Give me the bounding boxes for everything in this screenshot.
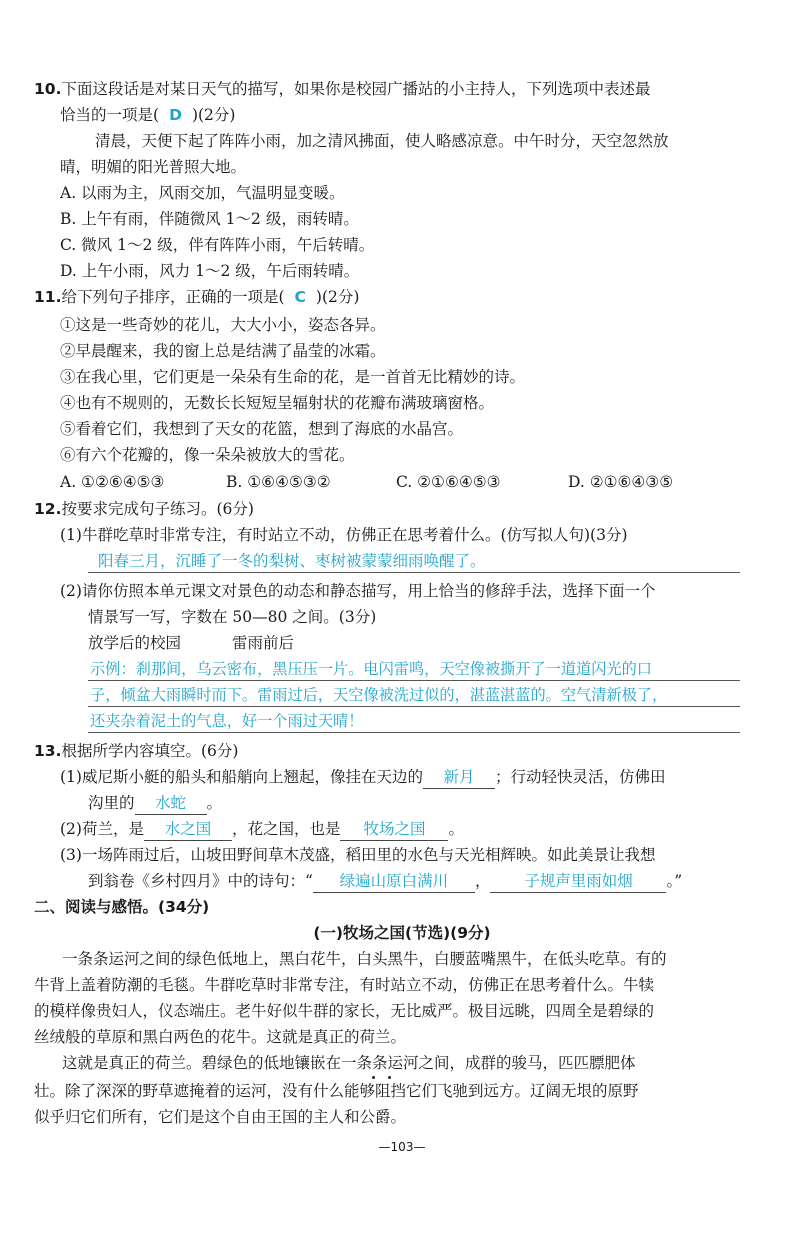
- q10-number: 10.: [34, 80, 62, 98]
- q13-number: 13.: [34, 742, 62, 760]
- q13-part1-line1: [60, 766, 665, 789]
- q13-blank-muchangzhiguo: 牧场之国: [340, 818, 448, 841]
- reading-para1-line4: 丝绒般的草原和黑白两色的花牛。这就是真正的荷兰。: [34, 1028, 407, 1046]
- q13-part1-line2: [88, 792, 222, 815]
- q12-part1-answer: 阳春三月，沉睡了一冬的梨树、枣树被蒙蒙细雨唤醒了。: [98, 552, 486, 570]
- reading-subheading: (一)牧场之国(节选)(9分): [313, 924, 491, 942]
- reading-para2-line3: 似乎归它们所有，它们是这个自由王国的主人和公爵。: [34, 1108, 407, 1126]
- q10-stem-text: 下面这段话是对某日天气的描写，如果你是校园广播站的小主持人，下列选项中表述最: [61, 80, 651, 98]
- emphasis-dot: [372, 1076, 375, 1079]
- q13-stem-text: 根据所学内容填空。(6分): [61, 742, 239, 760]
- q12-answer-line-3: 还夹杂着泥土的气息，好一个雨过天晴！: [90, 712, 364, 730]
- reading-para2-line1: 这就是真正的荷兰。碧绿色的低地镶嵌在一条条运河之间，成群的骏马，匹匹膘肥体: [62, 1054, 636, 1072]
- q10-option-a: A. 以雨为主，风雨交加，气温明显变暖。: [60, 184, 345, 202]
- q12-scene-option-1: 放学后的校园: [88, 634, 182, 652]
- q13-blank-shuizhiguo: 水之国: [144, 818, 232, 841]
- q11-sentence-2: ②早晨醒来，我的窗上总是结满了晶莹的冰霜。: [60, 342, 386, 360]
- q13-part3-line2-post: 。”: [666, 872, 683, 890]
- q12-part2-prompt-line1: (2)请你仿照本单元课文对景色的动态和静态描写，用上恰当的修辞手法，选择下面一个: [60, 582, 656, 600]
- q12-stem-text: 按要求完成句子练习。(6分): [61, 500, 254, 518]
- q12-part2-prompt-line2: 情景写一写，字数在 50—80 之间。(3分): [88, 608, 377, 626]
- answer-line: [88, 706, 740, 707]
- q11-stem-pre: 给下列句子排序，正确的一项是(: [61, 288, 285, 306]
- q11-sentence-6: ⑥有六个花瓣的，像一朵朵被放大的雪花。: [60, 446, 355, 464]
- page-number: —103—: [378, 1140, 426, 1154]
- q10-option-b: B. 上午有雨，伴随微风 1～2 级，雨转晴。: [60, 210, 359, 228]
- q11-option-c: C. ②①⑥④⑤③: [396, 473, 501, 491]
- q13-part3-line1: (3)一场阵雨过后，山坡田野间草木茂盛，稻田里的水色与天光相辉映。如此美景让我想: [60, 846, 656, 864]
- q11-sentence-5: ⑤看着它们，我想到了天女的花篮，想到了海底的水晶宫。: [60, 420, 464, 438]
- q13-blank-xinyue: 新月: [423, 766, 495, 789]
- q13-part1-text-post: ；行动轻快灵活，仿佛田: [494, 768, 666, 786]
- q13-blank-poem-line1: 绿遍山原白满川: [313, 870, 475, 893]
- q13-part2-post: 。: [448, 820, 464, 838]
- q13-blank-poem-line2: 子规声里雨如烟: [490, 870, 666, 893]
- q12-answer-line-2: 子，倾盆大雨瞬时而下。雷雨过后，天空像被洗过似的，湛蓝湛蓝的。空气清新极了，: [90, 686, 668, 704]
- q11-option-b: B. ①⑥④⑤③②: [226, 473, 331, 491]
- q11-sentence-3: ③在我心里，它们更是一朵朵有生命的花，是一首首无比精妙的诗。: [60, 368, 526, 386]
- q12-number: 12.: [34, 500, 62, 518]
- reading-para1-line3: 的模样像贵妇人，仪态端庄。老牛好似牛群的家长，无比威严。极目远眺，四周全是碧绿的: [34, 1002, 655, 1020]
- q11-sentence-1: ①这是一些奇妙的花儿，大大小小，姿态各异。: [60, 316, 386, 334]
- q10-stem-pre: 恰当的一项是(: [60, 106, 160, 124]
- q11-option-a: A. ①②⑥④⑤③: [60, 473, 165, 491]
- q10-option-c: C. 微风 1～2 级，伴有阵阵小雨，午后转晴。: [60, 236, 375, 254]
- q10-passage-line2: 晴，明媚的阳光普照大地。: [60, 158, 247, 176]
- q12-part1-prompt: (1)牛群吃草时非常专注，有时站立不动，仿佛正在思考着什么。(仿写拟人句)(3分): [60, 526, 628, 544]
- answer-line: [88, 732, 740, 733]
- q13-part1-line2-pre: 沟里的: [88, 794, 135, 812]
- q10-option-d: D. 上午小雨，风力 1～2 级，午后雨转晴。: [60, 262, 360, 280]
- q11-option-d: D. ②①⑥④③⑤: [568, 473, 674, 491]
- q13-part2: [60, 818, 464, 841]
- q10-stem-line1: [34, 78, 650, 100]
- q10-answer: D: [169, 106, 182, 124]
- section-heading: 二、阅读与感悟。(34分): [34, 898, 210, 916]
- q13-part3-line2: [88, 870, 682, 893]
- q13-part3-line2-pre: 到翁卷《乡村四月》中的诗句：“: [88, 872, 313, 890]
- q13-part2-pre: (2)荷兰，是: [60, 820, 144, 838]
- reading-para2-line2: 壮。除了深深的野草遮掩着的运河，没有什么能够阻挡它们飞驰到远方。辽阔无垠的原野: [34, 1082, 639, 1100]
- q10-stem-line2: [60, 104, 235, 126]
- q11-sentence-4: ④也有不规则的，无数长长短短呈辐射状的花瓣布满玻璃窗格。: [60, 394, 495, 412]
- answer-line: [88, 572, 740, 573]
- q10-passage-line1: 清晨，天便下起了阵阵小雨，加之清风拂面，使人略感凉意。中午时分，天空忽然放: [95, 132, 669, 150]
- reading-para1-line2: 牛背上盖着防潮的毛毯。牛群吃草时非常专注，有时站立不动，仿佛正在思考着什么。牛犊: [34, 976, 655, 994]
- q13-part2-mid: ，花之国，也是: [231, 820, 341, 838]
- q11-stem: [34, 286, 359, 308]
- emphasis-dot: [388, 1076, 391, 1079]
- q11-answer: C: [294, 288, 306, 306]
- q12-stem: [34, 498, 254, 520]
- q13-part1-line2-post: 。: [206, 794, 223, 812]
- q11-number: 11.: [34, 288, 62, 306]
- q11-stem-post: )(2分): [315, 288, 360, 306]
- answer-line: [88, 680, 740, 681]
- q12-answer-line-1: 示例：刹那间，乌云密布，黑压压一片。电闪雷鸣，天空像被撕开了一道道闪光的口: [90, 660, 652, 678]
- q13-stem: [34, 740, 238, 762]
- q13-blank-shuishe: 水蛇: [135, 792, 207, 815]
- q10-stem-post: )(2分): [191, 106, 236, 124]
- reading-para1-line1: 一条条运河之间的绿色低地上，黑白花牛，白头黑牛，白腰蓝嘴黑牛，在低头吃草。有的: [62, 950, 667, 968]
- q12-scene-option-2: 雷雨前后: [232, 634, 295, 652]
- q13-part1-text: (1)威尼斯小艇的船头和船艄向上翘起，像挂在天边的: [60, 768, 423, 786]
- q13-part3-line2-mid: ，: [474, 872, 491, 890]
